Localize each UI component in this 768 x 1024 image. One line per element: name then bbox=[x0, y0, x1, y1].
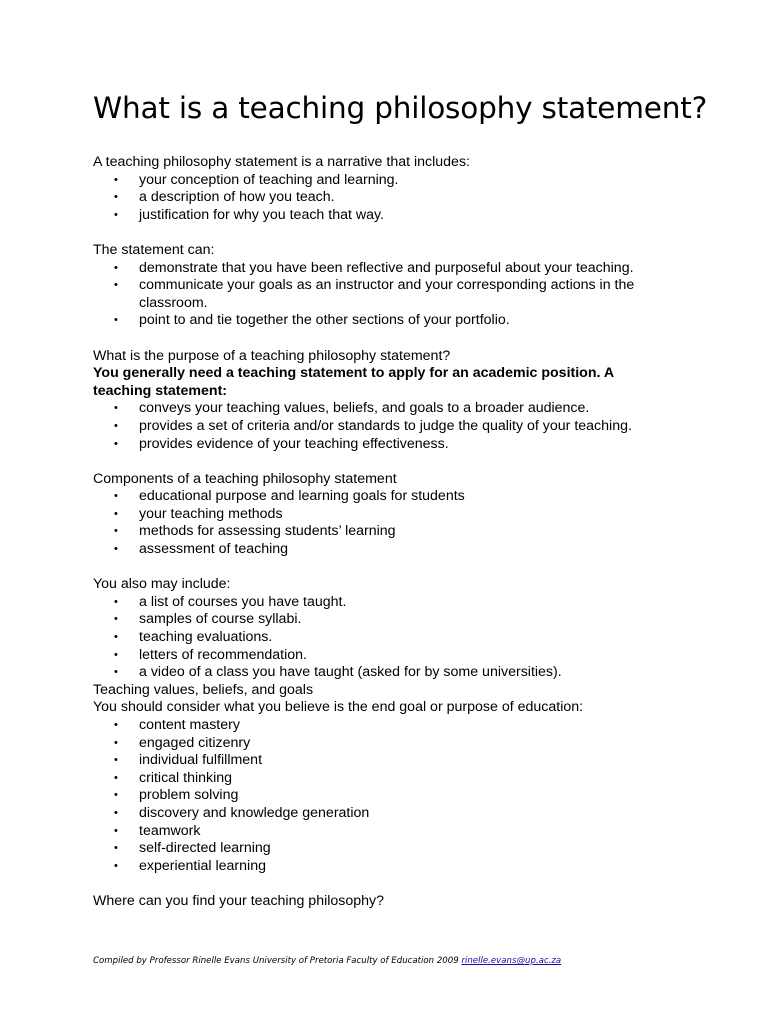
list-item bbox=[93, 805, 653, 823]
bullet-icon: • bbox=[114, 666, 118, 679]
bullet-icon: • bbox=[114, 771, 118, 784]
bullet-icon: • bbox=[114, 789, 118, 802]
list-item-text: experiential learning bbox=[139, 857, 266, 874]
list-item bbox=[93, 770, 653, 788]
list-item-text: problem solving bbox=[139, 787, 239, 804]
spacer bbox=[93, 453, 653, 471]
list-item bbox=[93, 207, 653, 225]
list-item bbox=[93, 488, 653, 506]
statement-can-intro: The statement can: bbox=[93, 241, 215, 258]
components-list bbox=[93, 488, 653, 558]
list-item bbox=[93, 506, 653, 524]
purpose-list bbox=[93, 400, 653, 453]
list-item bbox=[93, 787, 653, 805]
bullet-icon: • bbox=[114, 736, 118, 749]
list-item bbox=[93, 400, 653, 418]
bullet-icon: • bbox=[114, 613, 118, 626]
list-item bbox=[93, 629, 653, 647]
bullet-icon: • bbox=[114, 859, 118, 872]
bullet-icon: • bbox=[114, 402, 118, 415]
list-item bbox=[93, 858, 653, 876]
document-body bbox=[93, 154, 653, 911]
list-item bbox=[93, 647, 653, 665]
bullet-icon: • bbox=[114, 279, 118, 292]
list-item bbox=[93, 189, 653, 207]
bullet-icon: • bbox=[114, 314, 118, 327]
list-item-text: a list of courses you have taught. bbox=[139, 593, 347, 610]
list-item bbox=[93, 260, 653, 278]
bullet-icon: • bbox=[114, 419, 118, 432]
list-item-text: demonstrate that you have been reflective and purposeful about your teaching. bbox=[139, 259, 634, 276]
bullet-icon: • bbox=[114, 631, 118, 644]
list-item-text: critical thinking bbox=[139, 769, 233, 786]
spacer bbox=[93, 330, 653, 348]
list-item-text: discovery and knowledge generation bbox=[139, 804, 370, 821]
list-item-text: letters of recommendation. bbox=[139, 646, 307, 663]
list-item-text: provides evidence of your teaching effectiveness. bbox=[139, 435, 449, 452]
list-item bbox=[93, 664, 653, 682]
list-item bbox=[93, 541, 653, 559]
list-item bbox=[93, 418, 653, 436]
spacer bbox=[93, 224, 653, 242]
statement-can-list bbox=[93, 260, 653, 330]
list-item bbox=[93, 594, 653, 612]
list-item-text: individual fulfillment bbox=[139, 752, 263, 769]
bullet-icon: • bbox=[114, 543, 118, 556]
spacer bbox=[93, 559, 653, 577]
footer-email-link[interactable]: rinelle.evans@up.ac.za bbox=[461, 956, 562, 966]
also-include-intro: You also may include: bbox=[93, 576, 231, 593]
bullet-icon: • bbox=[114, 191, 118, 204]
bullet-icon: • bbox=[114, 490, 118, 503]
narrative-intro: A teaching philosophy statement is a narrative that includes: bbox=[93, 154, 470, 170]
bullet-icon: • bbox=[114, 507, 118, 520]
closing-question: Where can you find your teaching philosophy? bbox=[93, 892, 385, 909]
list-item bbox=[93, 611, 653, 629]
list-item bbox=[93, 312, 653, 330]
list-item-text: your conception of teaching and learning. bbox=[139, 171, 399, 188]
purpose-bold-statement: You generally need a teaching statement to apply for an academic position. A teaching statement: bbox=[93, 365, 614, 399]
list-item-text: teamwork bbox=[139, 822, 201, 839]
bullet-icon: • bbox=[114, 208, 118, 221]
values-heading: Teaching values, beliefs, and goals bbox=[93, 681, 314, 698]
list-item bbox=[93, 436, 653, 454]
footer-text: Compiled by Professor Rinelle Evans University of Pretoria Faculty of Education 2009 bbox=[93, 956, 459, 966]
list-item-text: conveys your teaching values, beliefs, and goals to a broader audience. bbox=[139, 400, 590, 417]
list-item-text: a video of a class you have taught (asked for by some universities). bbox=[139, 664, 562, 681]
list-item-text: self-directed learning bbox=[139, 840, 271, 857]
list-item-text: provides a set of criteria and/or standards to judge the quality of your teaching. bbox=[139, 417, 632, 434]
list-item bbox=[93, 717, 653, 735]
list-item-text: point to and tie together the other sections of your portfolio. bbox=[139, 312, 510, 329]
list-item-text: communicate your goals as an instructor and your corresponding actions in the classroom. bbox=[139, 277, 635, 311]
bullet-icon: • bbox=[114, 525, 118, 538]
list-item bbox=[93, 752, 653, 770]
footer-credit bbox=[93, 956, 561, 966]
list-item-text: a description of how you teach. bbox=[139, 189, 335, 206]
bullet-icon: • bbox=[114, 842, 118, 855]
list-item-text: your teaching methods bbox=[139, 505, 283, 522]
list-item bbox=[93, 823, 653, 841]
list-item-text: justification for why you teach that way. bbox=[139, 206, 384, 223]
bullet-icon: • bbox=[114, 595, 118, 608]
list-item-text: engaged citizenry bbox=[139, 734, 251, 751]
bullet-icon: • bbox=[114, 754, 118, 767]
list-item bbox=[93, 840, 653, 858]
bullet-icon: • bbox=[114, 173, 118, 186]
also-include-list bbox=[93, 594, 653, 682]
list-item-text: methods for assessing students’ learning bbox=[139, 523, 396, 540]
page-title: What is a teaching philosophy statement? bbox=[93, 91, 708, 125]
list-item bbox=[93, 172, 653, 190]
bullet-icon: • bbox=[114, 719, 118, 731]
bullet-icon: • bbox=[114, 437, 118, 450]
purpose-question: What is the purpose of a teaching philosophy statement? bbox=[93, 347, 451, 364]
bullet-icon: • bbox=[114, 261, 118, 274]
list-item-text: educational purpose and learning goals for students bbox=[139, 488, 465, 505]
narrative-list bbox=[93, 172, 653, 225]
bullet-icon: • bbox=[114, 824, 118, 837]
list-item-text: content mastery bbox=[139, 717, 240, 733]
list-item bbox=[93, 277, 653, 312]
list-item-text: teaching evaluations. bbox=[139, 629, 273, 646]
spacer bbox=[93, 875, 653, 893]
values-list bbox=[93, 717, 653, 875]
list-item bbox=[93, 735, 653, 753]
list-item bbox=[93, 523, 653, 541]
list-item-text: samples of course syllabi. bbox=[139, 611, 302, 628]
values-intro: You should consider what you believe is the end goal or purpose of education: bbox=[93, 699, 584, 716]
components-intro: Components of a teaching philosophy statement bbox=[93, 470, 397, 487]
bullet-icon: • bbox=[114, 648, 118, 661]
bullet-icon: • bbox=[114, 806, 118, 819]
list-item-text: assessment of teaching bbox=[139, 541, 289, 558]
